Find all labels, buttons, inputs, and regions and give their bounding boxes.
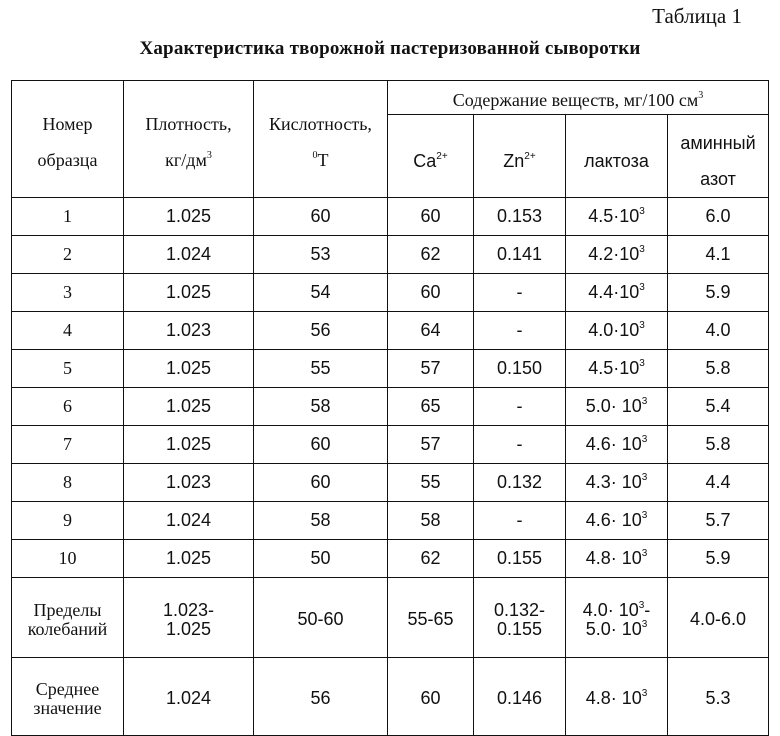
limits-density: 1.023- 1.025	[124, 578, 254, 658]
limits-ca: 55-65	[388, 578, 474, 658]
cell-sample: 7	[12, 426, 124, 464]
cell-lactose: $4.6\cdot 10^3$	[566, 426, 668, 464]
cell-acidity: 58	[254, 388, 388, 426]
cell-ca: 64	[388, 312, 474, 350]
cell-zn: 0.141	[474, 236, 566, 274]
cell-ca: 62	[388, 540, 474, 578]
cell-density: 1.025	[124, 540, 254, 578]
cell-sample: 6	[12, 388, 124, 426]
cell-ca: 57	[388, 426, 474, 464]
cell-ca: 55	[388, 464, 474, 502]
limits-row	[12, 578, 769, 658]
mean-acidity: 56	[254, 658, 388, 736]
cell-density: 1.025	[124, 198, 254, 236]
cell-acidity: 55	[254, 350, 388, 388]
table-row	[12, 426, 769, 464]
cell-amine: 4.0	[668, 312, 769, 350]
cell-density: 1.025	[124, 274, 254, 312]
cell-sample: 1	[12, 198, 124, 236]
cell-zn: 0.150	[474, 350, 566, 388]
cell-acidity: 50	[254, 540, 388, 578]
cell-amine: 4.1	[668, 236, 769, 274]
cell-acidity: 53	[254, 236, 388, 274]
limits-zn: 0.132- 0.155	[474, 578, 566, 658]
cell-zn: 0.153	[474, 198, 566, 236]
cell-density: 1.023	[124, 464, 254, 502]
mean-density: 1.024	[124, 658, 254, 736]
cell-lactose: $4.6\cdot 10^3$	[566, 502, 668, 540]
cell-density: 1.025	[124, 426, 254, 464]
cell-amine: 6.0	[668, 198, 769, 236]
cell-acidity: 56	[254, 312, 388, 350]
mean-ca: 60	[388, 658, 474, 736]
cell-density: 1.025	[124, 388, 254, 426]
cell-lactose: $4.2\cdot 10^3$	[566, 236, 668, 274]
limits-label: Пределы колебаний	[12, 578, 124, 658]
cell-density: 1.024	[124, 502, 254, 540]
cell-zn: 0.155	[474, 540, 566, 578]
header-ca: $Ca^{2+}$	[388, 115, 474, 198]
limits-acidity: 50-60	[254, 578, 388, 658]
cell-sample: 2	[12, 236, 124, 274]
cell-zn: -	[474, 388, 566, 426]
cell-amine: 5.8	[668, 350, 769, 388]
header-zn: $Zn^{2+}$	[474, 115, 566, 198]
cell-lactose: $4.3\cdot 10^3$	[566, 464, 668, 502]
table-row	[12, 388, 769, 426]
cell-acidity: 58	[254, 502, 388, 540]
table-row	[12, 540, 769, 578]
cell-zn: 0.132	[474, 464, 566, 502]
table-row	[12, 236, 769, 274]
cell-acidity: 60	[254, 464, 388, 502]
document-title: Характеристика творожной пастеризованной сыворотки	[139, 38, 641, 59]
table-row	[12, 198, 769, 236]
limits-amine: 4.0-6.0	[668, 578, 769, 658]
cell-acidity: 60	[254, 198, 388, 236]
whey-characteristics-table	[11, 80, 769, 736]
mean-lactose: $4.8\cdot 10^3$	[566, 658, 668, 736]
cell-lactose: $5.0\cdot 10^3$	[566, 388, 668, 426]
cell-ca: 62	[388, 236, 474, 274]
cell-ca: 57	[388, 350, 474, 388]
mean-zn: 0.146	[474, 658, 566, 736]
cell-acidity: 60	[254, 426, 388, 464]
cell-ca: 60	[388, 198, 474, 236]
cell-zn: -	[474, 312, 566, 350]
header-content: Содержание веществ, мг/100 $см^3$	[388, 81, 769, 115]
cell-sample: 8	[12, 464, 124, 502]
cell-amine: 5.8	[668, 426, 769, 464]
cell-sample: 4	[12, 312, 124, 350]
cell-amine: 5.4	[668, 388, 769, 426]
header-lactose: лактоза	[566, 115, 668, 198]
cell-zn: -	[474, 274, 566, 312]
cell-zn: -	[474, 502, 566, 540]
limits-lactose: $4.0\cdot 10^3-$ $5.0\cdot 10^3$	[566, 578, 668, 658]
header-sample-number: Номер образца	[12, 81, 124, 198]
header-density: Плотность, $кг/дм^3$	[124, 81, 254, 198]
mean-label: Среднее значение	[12, 658, 124, 736]
table-row	[12, 274, 769, 312]
cell-ca: 58	[388, 502, 474, 540]
table-row	[12, 502, 769, 540]
cell-sample: 9	[12, 502, 124, 540]
cell-sample: 3	[12, 274, 124, 312]
cell-sample: 10	[12, 540, 124, 578]
mean-amine: 5.3	[668, 658, 769, 736]
cell-lactose: $4.5\cdot 10^3$	[566, 350, 668, 388]
cell-acidity: 54	[254, 274, 388, 312]
table-row	[12, 350, 769, 388]
cell-lactose: $4.0\cdot 10^3$	[566, 312, 668, 350]
cell-amine: 5.9	[668, 540, 769, 578]
header-acidity: Кислотность, $^0$Т	[254, 81, 388, 198]
cell-amine: 5.7	[668, 502, 769, 540]
cell-lactose: $4.4\cdot 10^3$	[566, 274, 668, 312]
cell-density: 1.024	[124, 236, 254, 274]
table-row	[12, 464, 769, 502]
cell-amine: 5.9	[668, 274, 769, 312]
header-amine-nitrogen: аминный азот	[668, 115, 769, 198]
table-label: Таблица 1	[652, 4, 742, 28]
cell-density: 1.025	[124, 350, 254, 388]
table-row	[12, 312, 769, 350]
cell-ca: 60	[388, 274, 474, 312]
cell-zn: -	[474, 426, 566, 464]
cell-ca: 65	[388, 388, 474, 426]
cell-sample: 5	[12, 350, 124, 388]
cell-lactose: $4.8\cdot 10^3$	[566, 540, 668, 578]
cell-lactose: $4.5\cdot 10^3$	[566, 198, 668, 236]
header-row-top	[12, 81, 769, 115]
mean-row	[12, 658, 769, 736]
cell-amine: 4.4	[668, 464, 769, 502]
cell-density: 1.023	[124, 312, 254, 350]
